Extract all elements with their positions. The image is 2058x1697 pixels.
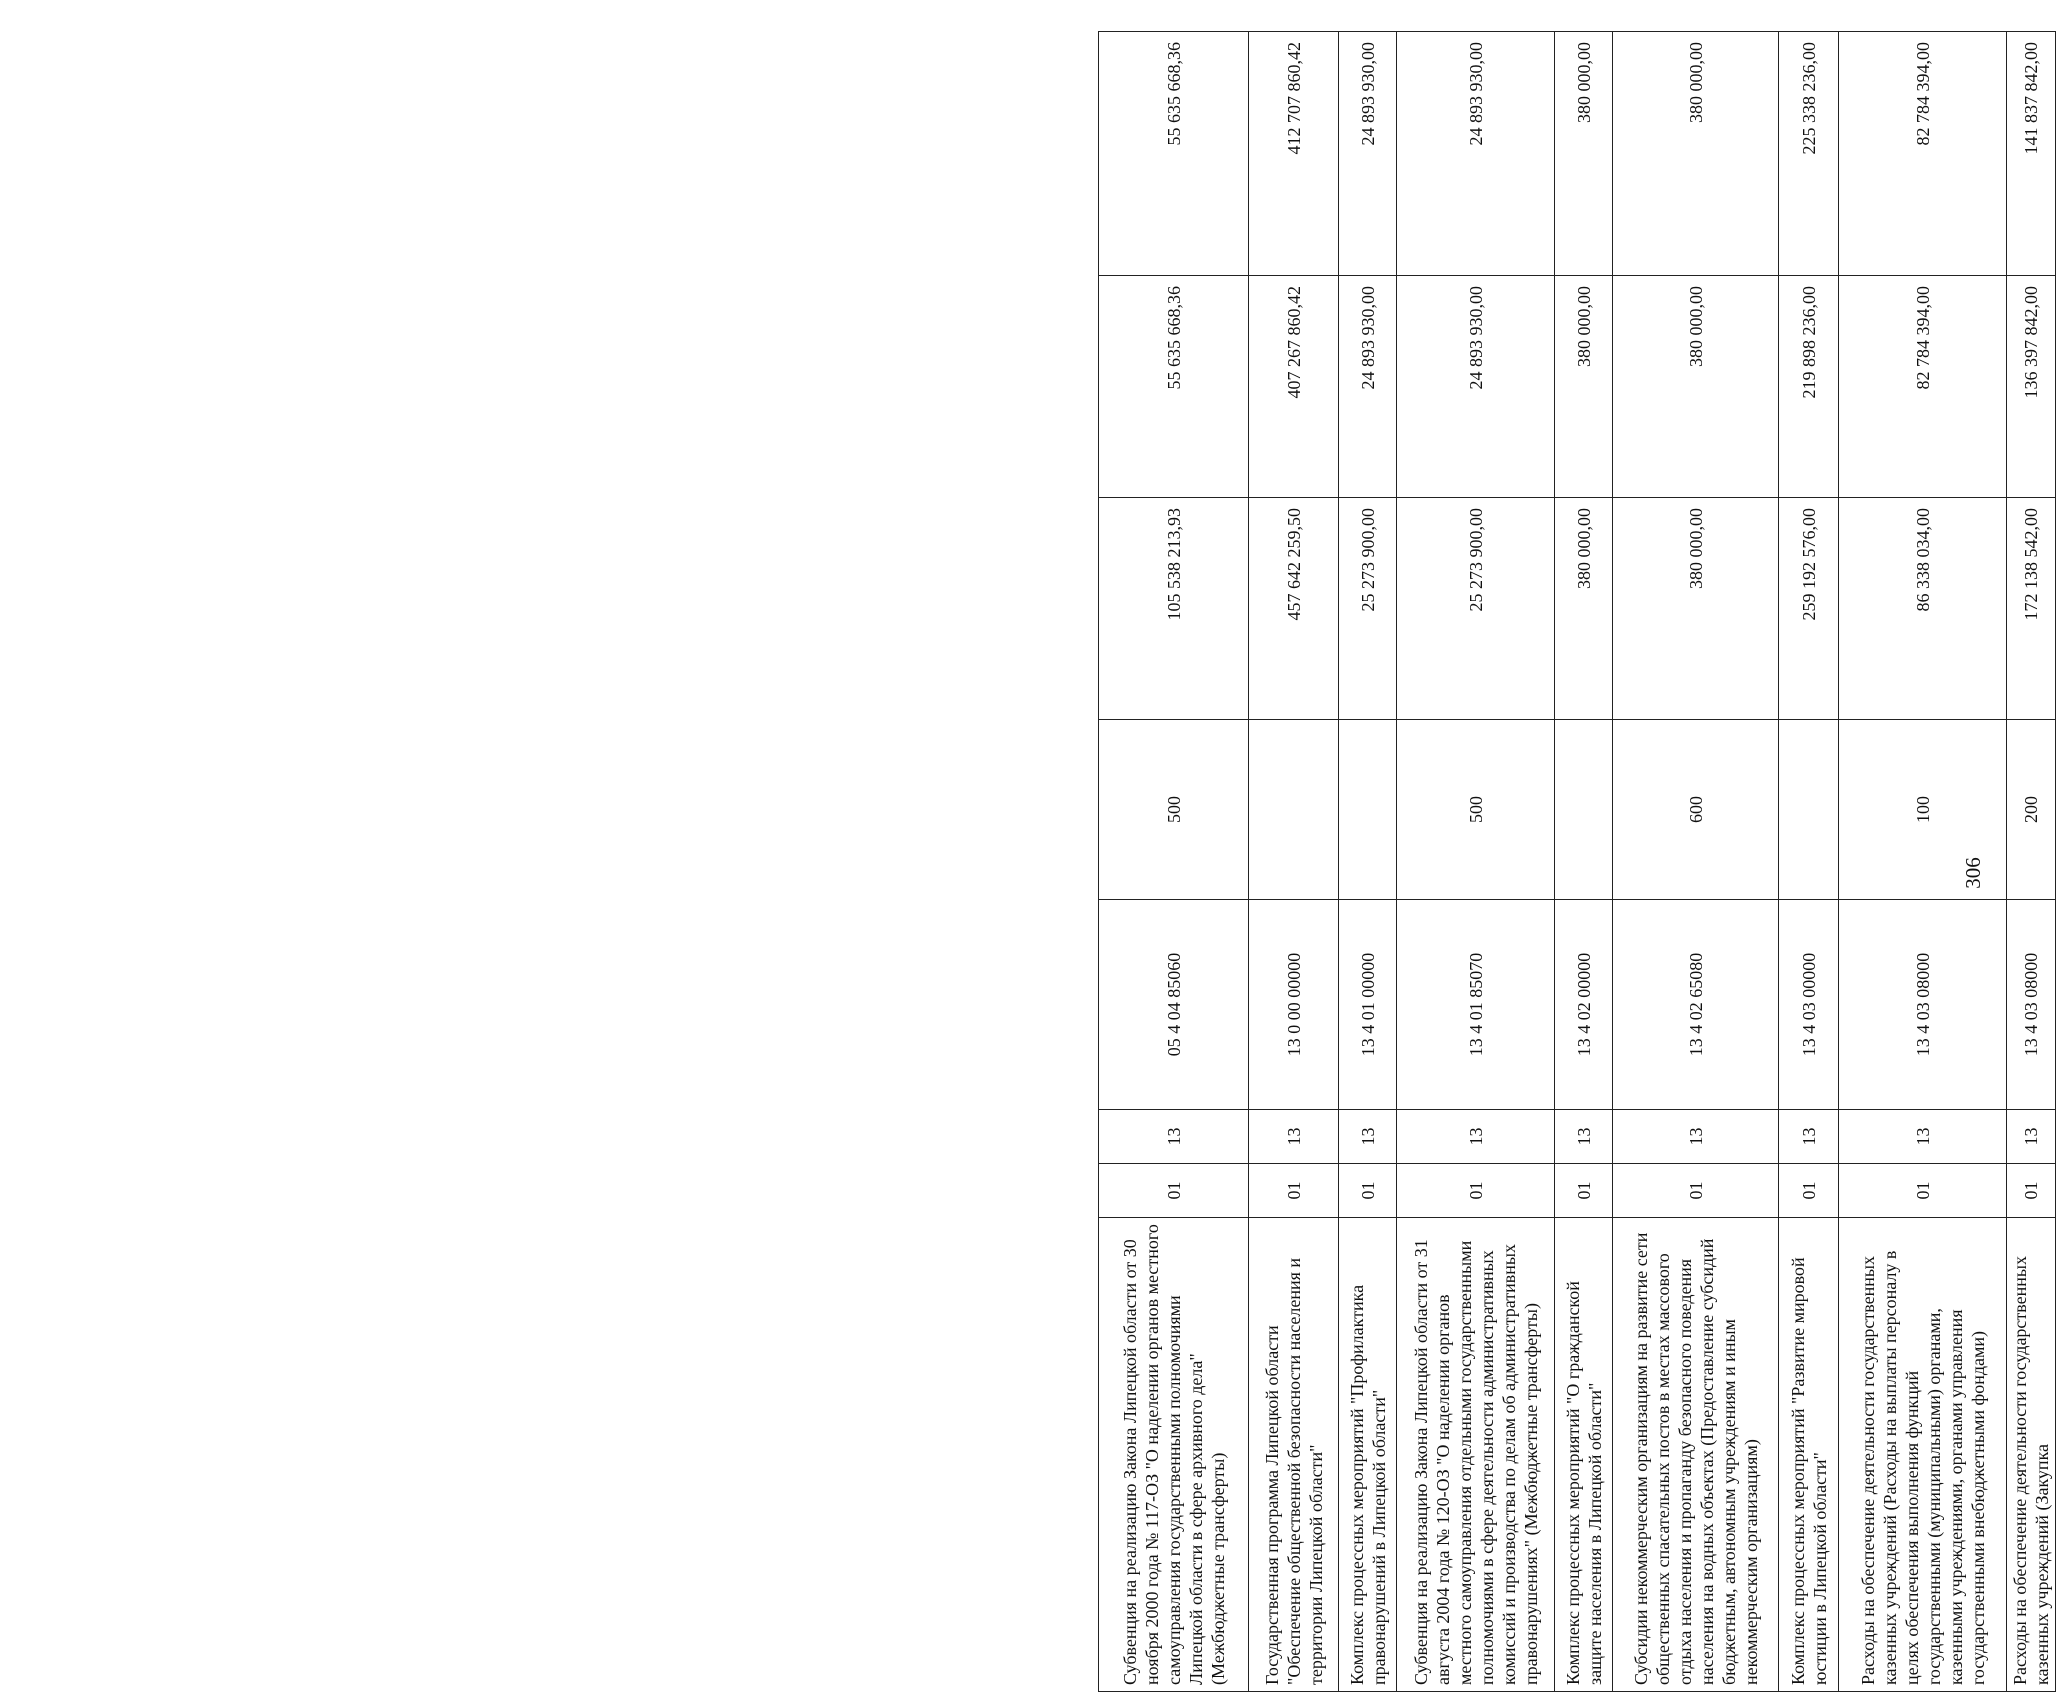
expense-type-cell (1249, 720, 1339, 900)
amount-year1-cell: 105 538 213,93 (1099, 498, 1249, 720)
table-row (1397, 32, 1555, 1692)
row-name-cell: Комплекс процессных мероприятий "О гражданской защите населения в Липецкой области" (1555, 1218, 1613, 1692)
section-code-cell: 01 (1099, 1164, 1249, 1218)
section-code-cell: 01 (1249, 1164, 1339, 1218)
table-row (1613, 32, 1779, 1692)
section-code-cell: 01 (1839, 1164, 2007, 1218)
target-article-cell: 13 4 01 00000 (1339, 900, 1397, 1110)
target-article-cell: 05 4 04 85060 (1099, 900, 1249, 1110)
expense-type-cell: 600 (1613, 720, 1779, 900)
target-article-cell: 13 4 02 00000 (1555, 900, 1613, 1110)
target-article-cell: 13 4 01 85070 (1397, 900, 1555, 1110)
table-row (2007, 32, 2056, 1692)
expense-type-cell: 500 (1099, 720, 1249, 900)
amount-year2-cell: 407 267 860,42 (1249, 276, 1339, 498)
table-row (1555, 32, 1613, 1692)
expense-type-cell: 500 (1397, 720, 1555, 900)
row-name-cell: Комплекс процессных мероприятий "Профилактика правонарушений в Липецкой области" (1339, 1218, 1397, 1692)
target-article-cell: 13 4 03 00000 (1779, 900, 1839, 1110)
amount-year1-cell: 172 138 542,00 (2007, 498, 2056, 720)
expense-type-cell: 100 (1839, 720, 2007, 900)
section-code-cell: 01 (1397, 1164, 1555, 1218)
amount-year1-cell: 380 000,00 (1613, 498, 1779, 720)
amount-year3-cell: 82 784 394,00 (1839, 32, 2007, 276)
subsection-code-cell: 13 (1099, 1110, 1249, 1164)
subsection-code-cell: 13 (1613, 1110, 1779, 1164)
amount-year3-cell: 380 000,00 (1613, 32, 1779, 276)
table-row (1249, 32, 1339, 1692)
section-code-cell: 01 (1613, 1164, 1779, 1218)
amount-year3-cell: 55 635 668,36 (1099, 32, 1249, 276)
amount-year2-cell: 55 635 668,36 (1099, 276, 1249, 498)
amount-year3-cell: 225 338 236,00 (1779, 32, 1839, 276)
section-code-cell: 01 (2007, 1164, 2056, 1218)
amount-year2-cell: 136 397 842,00 (2007, 276, 2056, 498)
target-article-cell: 13 4 03 08000 (2007, 900, 2056, 1110)
target-article-cell: 13 4 03 08000 (1839, 900, 2007, 1110)
amount-year2-cell: 24 893 930,00 (1397, 276, 1555, 498)
amount-year1-cell: 259 192 576,00 (1779, 498, 1839, 720)
section-code-cell: 01 (1555, 1164, 1613, 1218)
subsection-code-cell: 13 (1397, 1110, 1555, 1164)
amount-year1-cell: 86 338 034,00 (1839, 498, 2007, 720)
rotated-page (1098, 32, 2058, 1692)
subsection-code-cell: 13 (1839, 1110, 2007, 1164)
row-name-cell: Расходы на обеспечение деятельности государственных казенных учреждений (Расходы на выплаты персоналу в целях обеспечения выполнения функций государственными (муниципальными) органами, казенными учреждениями, органами управления государственными внебюджетными фондами) (1839, 1218, 2007, 1692)
amount-year1-cell: 457 642 259,50 (1249, 498, 1339, 720)
expense-type-cell (1339, 720, 1397, 900)
expense-type-cell: 200 (2007, 720, 2056, 900)
amount-year3-cell: 24 893 930,00 (1397, 32, 1555, 276)
row-name-cell: Субсидии некоммерческим организациям на развитие сети общественных спасательных постов в местах массового отдыха населения и пропаганду безопасного поведения населения на водных объектах (Предоставление субсидий бюджетным, автономным учреждениям и иным некоммерческим организациям) (1613, 1218, 1779, 1692)
target-article-cell: 13 4 02 65080 (1613, 900, 1779, 1110)
row-name-cell: Комплекс процессных мероприятий "Развитие мировой юстиции в Липецкой области" (1779, 1218, 1839, 1692)
row-name-cell: Субвенция на реализацию Закона Липецкой области от 31 августа 2004 года № 120-ОЗ "О наделении органов местного самоуправления отдельными государственными полномочиями в сфере деятельности административных комиссий и производства по делам об административных правонарушениях" (Межбюджетные трансферты) (1397, 1218, 1555, 1692)
table-row (1099, 32, 1249, 1692)
row-name-cell: Субвенция на реализацию Закона Липецкой области от 30 ноября 2000 года № 117-ОЗ "О наделении органов местного самоуправления государственными полномочиями Липецкой области в сфере архивного дела" (Межбюджетные трансферты) (1099, 1218, 1249, 1692)
subsection-code-cell: 13 (1779, 1110, 1839, 1164)
subsection-code-cell: 13 (2007, 1110, 2056, 1164)
amount-year1-cell: 25 273 900,00 (1339, 498, 1397, 720)
table-row (1839, 32, 2007, 1692)
budget-table (1098, 31, 2056, 1692)
amount-year1-cell: 25 273 900,00 (1397, 498, 1555, 720)
amount-year1-cell: 380 000,00 (1555, 498, 1613, 720)
amount-year2-cell: 219 898 236,00 (1779, 276, 1839, 498)
table-row (1779, 32, 1839, 1692)
subsection-code-cell: 13 (1339, 1110, 1397, 1164)
row-name-cell: Расходы на обеспечение деятельности государственных казенных учреждений (Закупка (2007, 1218, 2056, 1692)
amount-year3-cell: 141 837 842,00 (2007, 32, 2056, 276)
section-code-cell: 01 (1779, 1164, 1839, 1218)
amount-year2-cell: 82 784 394,00 (1839, 276, 2007, 498)
amount-year2-cell: 380 000,00 (1613, 276, 1779, 498)
subsection-code-cell: 13 (1249, 1110, 1339, 1164)
amount-year2-cell: 380 000,00 (1555, 276, 1613, 498)
subsection-code-cell: 13 (1555, 1110, 1613, 1164)
page-number: 306 (1961, 857, 1985, 889)
section-code-cell: 01 (1339, 1164, 1397, 1218)
target-article-cell: 13 0 00 00000 (1249, 900, 1339, 1110)
row-name-cell: Государственная программа Липецкой области "Обеспечение общественной безопасности населения и территории Липецкой области" (1249, 1218, 1339, 1692)
amount-year2-cell: 24 893 930,00 (1339, 276, 1397, 498)
amount-year3-cell: 412 707 860,42 (1249, 32, 1339, 276)
expense-type-cell (1555, 720, 1613, 900)
amount-year3-cell: 24 893 930,00 (1339, 32, 1397, 276)
table-row (1339, 32, 1397, 1692)
expense-type-cell (1779, 720, 1839, 900)
amount-year3-cell: 380 000,00 (1555, 32, 1613, 276)
